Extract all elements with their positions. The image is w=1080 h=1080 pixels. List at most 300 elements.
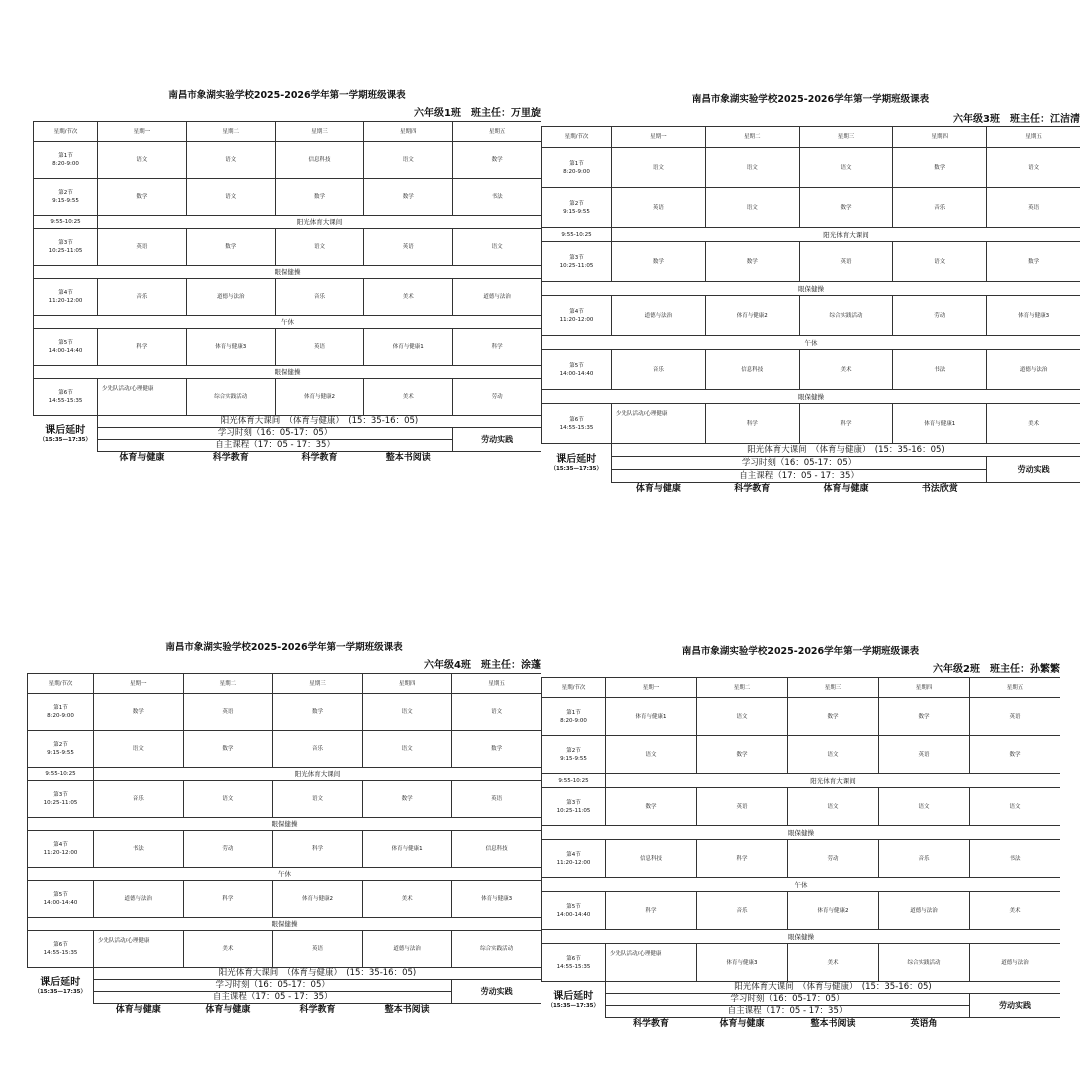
course-cell: 数学 [788, 698, 879, 736]
course-cell: 美术 [970, 892, 1061, 930]
noon-break-row [542, 878, 1061, 892]
course-cell: 语文 [705, 148, 799, 188]
course-cell: 数学 [893, 148, 987, 188]
course-cell: 体育与健康1 [606, 698, 697, 736]
day-header-row [34, 122, 542, 142]
course-cell: 数学 [970, 736, 1061, 774]
course-cell: 体育与健康3 [987, 296, 1080, 336]
course-cell: 少先队活动/心理健康 [612, 404, 706, 444]
course-cell: 体育与健康2 [273, 881, 363, 918]
period-label: 第6节 14:55-15:35 [542, 404, 612, 444]
course-cell: 语文 [452, 694, 541, 731]
club-item: 英语角 [910, 1018, 938, 1029]
period-label: 第3节 10:25-11:05 [542, 242, 612, 282]
club-item: 整本书阅读 [385, 452, 431, 463]
class-name: 六年级2班 [933, 664, 980, 675]
noon-break-label: 午休 [34, 316, 542, 329]
period-row [28, 781, 542, 818]
after-school-label: 课后延时 （15:35—17:35） [34, 416, 98, 452]
break-row [542, 774, 1061, 788]
course-cell: 道德与法治 [453, 279, 541, 316]
course-cell: 数学 [606, 788, 697, 826]
period-row [34, 329, 542, 366]
course-cell: 语文 [94, 731, 184, 768]
course-cell: 英语 [879, 736, 970, 774]
period-label: 第3节 10:25-11:05 [28, 781, 94, 818]
break-time: 9:55-10:25 [28, 768, 94, 781]
period-label: 第6节 14:55-15:35 [34, 379, 98, 416]
timetable [541, 126, 1080, 495]
course-cell: 书法 [94, 831, 184, 868]
sunshine-sports-band: 阳光体育大课间 （体育与健康） (15：35-16：05) [94, 968, 542, 980]
club-item: 体育与健康 [205, 1004, 251, 1015]
teacher-label: 班主任： [471, 108, 511, 119]
labor-practice-cell: 劳动实践 [970, 994, 1061, 1018]
class-schedule [541, 640, 1060, 1031]
period-label: 第5节 14:00-14:40 [28, 881, 94, 918]
course-cell: 综合实践活动 [452, 931, 541, 968]
day-header: 星期四 [879, 678, 970, 698]
class-header [414, 104, 541, 119]
course-cell: 音乐 [98, 279, 187, 316]
course-cell: 音乐 [273, 731, 363, 768]
course-cell: 语文 [453, 229, 541, 266]
course-cell: 劳动 [893, 296, 987, 336]
day-header-row [542, 127, 1080, 148]
course-cell: 语文 [705, 188, 799, 228]
period-label: 第4节 11:20-12:00 [542, 840, 606, 878]
break-time: 9:55-10:25 [542, 774, 606, 788]
break-row [28, 768, 542, 781]
course-cell: 数学 [453, 142, 541, 179]
eye-exercise-row [542, 930, 1061, 944]
course-cell: 信息科技 [452, 831, 541, 868]
after-school-row [542, 994, 1061, 1006]
noon-break-label: 午休 [28, 868, 542, 881]
eye-exercise-label: 眼保健操 [542, 282, 1080, 296]
sunshine-sports-band: 阳光体育大课间 （体育与健康） (15：35-16：05) [606, 982, 1061, 994]
eye-exercise-label: 眼保健操 [542, 390, 1080, 404]
course-cell: 道德与法治 [970, 944, 1061, 982]
break-label: 阳光体育大课间 [612, 228, 1080, 242]
schedule-title: 南昌市象湖实验学校2025-2026学年第一学期班级课表 [691, 94, 930, 105]
course-cell: 语文 [273, 781, 363, 818]
day-header: 星期四 [362, 674, 452, 694]
labor-practice-cell: 劳动实践 [987, 457, 1080, 483]
break-label: 阳光体育大课间 [98, 216, 542, 229]
course-cell: 英语 [452, 781, 541, 818]
day-header: 星期一 [98, 122, 187, 142]
club-row [34, 452, 542, 464]
course-cell: 音乐 [275, 279, 364, 316]
course-cell: 书法 [893, 350, 987, 390]
course-cell: 语文 [697, 698, 788, 736]
course-cell: 美术 [364, 379, 453, 416]
period-row [542, 698, 1061, 736]
schedule-title: 南昌市象湖实验学校2025-2026学年第一学期班级课表 [681, 646, 920, 657]
day-header-row [542, 678, 1061, 698]
course-cell: 英语 [970, 698, 1061, 736]
timetable [27, 673, 541, 1016]
course-cell: 综合实践活动 [186, 379, 275, 416]
club-item: 整本书阅读 [384, 1004, 430, 1015]
period-row [542, 148, 1080, 188]
course-cell: 劳动 [788, 840, 879, 878]
sunshine-sports-band: 阳光体育大课间 （体育与健康） (15：35-16：05) [612, 444, 1080, 457]
day-header: 星期五 [453, 122, 541, 142]
club-item: 科学教育 [632, 1018, 669, 1029]
course-cell: 体育与健康2 [705, 296, 799, 336]
period-label: 第5节 14:00-14:40 [34, 329, 98, 366]
eye-exercise-row [28, 818, 542, 831]
course-cell: 英语 [697, 788, 788, 826]
after-school-row [542, 457, 1080, 470]
course-cell: 美术 [362, 881, 452, 918]
eye-exercise-label: 眼保健操 [34, 366, 542, 379]
class-name: 六年级4班 [424, 660, 471, 671]
study-time-band: 学习时刻（16：05-17：05） [98, 428, 453, 440]
timetable [541, 677, 1060, 1030]
after-school-row [34, 428, 542, 440]
teacher-name: 江洁清 [1050, 114, 1080, 125]
course-cell: 科学 [183, 881, 273, 918]
course-cell: 语文 [799, 148, 893, 188]
club-spacer [987, 483, 1080, 495]
club-item: 整本书阅读 [810, 1018, 856, 1029]
club-item: 科学教育 [212, 452, 249, 463]
course-cell: 音乐 [94, 781, 184, 818]
corner-header: 星期/节次 [28, 674, 94, 694]
teacher-name: 孙繁繁 [1030, 664, 1060, 675]
club-row [542, 1018, 1061, 1030]
period-row [542, 736, 1061, 774]
period-label: 第6节 14:55-15:35 [28, 931, 94, 968]
period-row [34, 179, 542, 216]
club-item: 体育与健康 [719, 1018, 765, 1029]
course-cell: 语文 [362, 731, 452, 768]
period-row [28, 694, 542, 731]
study-time-band: 学习时刻（16：05-17：05） [612, 457, 987, 470]
period-row [542, 788, 1061, 826]
after-school-row [28, 980, 542, 992]
course-cell: 数学 [452, 731, 541, 768]
labor-practice-cell: 劳动实践 [452, 980, 541, 1004]
course-cell: 科学 [98, 329, 187, 366]
period-row [28, 831, 542, 868]
period-label: 第2节 9:15-9:55 [34, 179, 98, 216]
elective-band: 自主课程（17：05 - 17：35） [606, 1006, 970, 1018]
course-cell: 语文 [893, 242, 987, 282]
course-cell: 语文 [186, 179, 275, 216]
elective-band: 自主课程（17：05 - 17：35） [612, 470, 987, 483]
period-label: 第2节 9:15-9:55 [28, 731, 94, 768]
course-cell: 英语 [98, 229, 187, 266]
after-school-row [28, 968, 542, 980]
corner-header: 星期/节次 [542, 127, 612, 148]
teacher-name: 涂蓬 [521, 660, 541, 671]
period-label: 第2节 9:15-9:55 [542, 736, 606, 774]
eye-exercise-row [542, 826, 1061, 840]
course-cell: 英语 [275, 329, 364, 366]
day-header: 星期二 [186, 122, 275, 142]
club-item: 书法欣赏 [921, 483, 958, 494]
eye-exercise-label: 眼保健操 [542, 930, 1061, 944]
course-cell: 英语 [799, 242, 893, 282]
course-cell: 劳动 [183, 831, 273, 868]
teacher-name: 万里旋 [511, 108, 541, 119]
club-spacer [452, 1004, 541, 1016]
period-label: 第5节 14:00-14:40 [542, 892, 606, 930]
course-cell: 道德与法治 [612, 296, 706, 336]
eye-exercise-row [28, 918, 542, 931]
course-cell: 信息科技 [606, 840, 697, 878]
course-cell: 体育与健康1 [362, 831, 452, 868]
noon-break-row [28, 868, 542, 881]
corner-header: 星期/节次 [34, 122, 98, 142]
club-spacer [34, 452, 98, 464]
period-row [34, 229, 542, 266]
period-row [28, 931, 542, 968]
period-row [34, 142, 542, 179]
schedule-title: 南昌市象湖实验学校2025-2026学年第一学期班级课表 [168, 90, 406, 101]
course-cell: 少先队活动/心理健康 [98, 379, 187, 416]
eye-exercise-label: 眼保健操 [542, 826, 1061, 840]
course-cell: 英语 [612, 188, 706, 228]
club-spacer [453, 452, 541, 464]
course-cell: 语文 [612, 148, 706, 188]
period-row [542, 242, 1080, 282]
course-cell: 数学 [697, 736, 788, 774]
teacher-label: 班主任： [1010, 114, 1050, 125]
club-item: 科学教育 [299, 1004, 336, 1015]
period-label: 第6节 14:55-15:35 [542, 944, 606, 982]
course-cell: 语文 [987, 148, 1080, 188]
course-cell: 英语 [273, 931, 363, 968]
course-cell: 语文 [606, 736, 697, 774]
course-cell: 数学 [799, 188, 893, 228]
period-row [542, 840, 1061, 878]
course-cell: 体育与健康3 [697, 944, 788, 982]
course-cell: 音乐 [697, 892, 788, 930]
course-cell: 语文 [364, 142, 453, 179]
eye-exercise-row [34, 266, 542, 279]
day-header: 星期二 [697, 678, 788, 698]
course-cell: 数学 [275, 179, 364, 216]
course-cell: 体育与健康3 [186, 329, 275, 366]
class-schedule [27, 636, 541, 1017]
period-label: 第2节 9:15-9:55 [542, 188, 612, 228]
teacher-label: 班主任： [990, 664, 1030, 675]
day-header: 星期二 [183, 674, 273, 694]
course-cell: 数学 [186, 229, 275, 266]
eye-exercise-label: 眼保健操 [28, 918, 542, 931]
course-cell: 科学 [606, 892, 697, 930]
noon-break-row [34, 316, 542, 329]
course-cell: 语文 [879, 788, 970, 826]
course-cell: 语文 [98, 142, 187, 179]
club-item: 体育与健康 [119, 452, 165, 463]
course-cell: 数学 [183, 731, 273, 768]
corner-header: 星期/节次 [542, 678, 606, 698]
day-header: 星期五 [970, 678, 1061, 698]
course-cell: 科学 [705, 404, 799, 444]
period-label: 第1节 8:20-9:00 [28, 694, 94, 731]
sunshine-sports-band: 阳光体育大课间 （体育与健康） (15：35-16：05) [98, 416, 542, 428]
day-header: 星期三 [275, 122, 364, 142]
course-cell: 音乐 [879, 840, 970, 878]
club-item: 科学教育 [301, 452, 338, 463]
course-cell: 数学 [273, 694, 363, 731]
course-cell: 道德与法治 [879, 892, 970, 930]
course-cell: 音乐 [612, 350, 706, 390]
class-name: 六年级1班 [414, 108, 461, 119]
schedule-title: 南昌市象湖实验学校2025-2026学年第一学期班级课表 [165, 642, 403, 653]
course-cell: 数学 [612, 242, 706, 282]
club-item: 体育与健康 [823, 483, 869, 494]
course-cell: 道德与法治 [186, 279, 275, 316]
course-cell: 科学 [799, 404, 893, 444]
day-header: 星期五 [987, 127, 1080, 148]
noon-break-label: 午休 [542, 336, 1080, 350]
period-row [542, 892, 1061, 930]
course-cell: 数学 [98, 179, 187, 216]
course-cell: 道德与法治 [94, 881, 184, 918]
eye-exercise-label: 眼保健操 [34, 266, 542, 279]
elective-band: 自主课程（17：05 - 17：35） [94, 992, 452, 1004]
course-cell: 美术 [364, 279, 453, 316]
course-cell: 数学 [362, 781, 452, 818]
club-spacer [542, 483, 612, 495]
period-row [542, 944, 1061, 982]
break-time: 9:55-10:25 [34, 216, 98, 229]
course-cell: 美术 [788, 944, 879, 982]
break-row [542, 228, 1080, 242]
course-cell: 美术 [183, 931, 273, 968]
break-label: 阳光体育大课间 [94, 768, 542, 781]
day-header: 星期三 [273, 674, 363, 694]
course-cell: 信息科技 [705, 350, 799, 390]
class-name: 六年级3班 [953, 114, 1000, 125]
teacher-label: 班主任： [481, 660, 521, 671]
period-row [34, 379, 542, 416]
day-header: 星期二 [705, 127, 799, 148]
day-header: 星期三 [788, 678, 879, 698]
period-row [542, 404, 1080, 444]
course-cell: 英语 [987, 188, 1080, 228]
break-row [34, 216, 542, 229]
day-header: 星期三 [799, 127, 893, 148]
period-label: 第4节 11:20-12:00 [34, 279, 98, 316]
eye-exercise-label: 眼保健操 [28, 818, 542, 831]
after-school-row [542, 982, 1061, 994]
after-school-row [542, 444, 1080, 457]
day-header: 星期一 [606, 678, 697, 698]
course-cell: 体育与健康1 [893, 404, 987, 444]
course-cell: 信息科技 [275, 142, 364, 179]
day-header: 星期四 [893, 127, 987, 148]
course-cell: 道德与法治 [362, 931, 452, 968]
course-cell: 体育与健康2 [788, 892, 879, 930]
club-item: 体育与健康 [635, 483, 681, 494]
period-row [542, 350, 1080, 390]
period-label: 第3节 10:25-11:05 [34, 229, 98, 266]
break-time: 9:55-10:25 [542, 228, 612, 242]
club-row [542, 483, 1080, 495]
club-row [28, 1004, 542, 1016]
course-cell: 综合实践活动 [879, 944, 970, 982]
club-item: 体育与健康 [115, 1004, 161, 1015]
study-time-band: 学习时刻（16：05-17：05） [606, 994, 970, 1006]
eye-exercise-row [34, 366, 542, 379]
study-time-band: 学习时刻（16：05-17：05） [94, 980, 452, 992]
noon-break-label: 午休 [542, 878, 1061, 892]
course-cell: 英语 [364, 229, 453, 266]
after-school-label: 课后延时 （15:35—17:35） [28, 968, 94, 1004]
course-cell: 语文 [788, 736, 879, 774]
course-cell: 数学 [987, 242, 1080, 282]
course-cell: 书法 [970, 840, 1061, 878]
period-row [542, 296, 1080, 336]
course-cell: 道德与法治 [987, 350, 1080, 390]
period-label: 第4节 11:20-12:00 [542, 296, 612, 336]
eye-exercise-row [542, 390, 1080, 404]
club-spacer [28, 1004, 94, 1016]
day-header: 星期一 [612, 127, 706, 148]
course-cell: 音乐 [893, 188, 987, 228]
course-cell: 体育与健康3 [452, 881, 541, 918]
day-header: 星期四 [364, 122, 453, 142]
club-spacer [542, 1018, 606, 1030]
day-header: 星期五 [452, 674, 541, 694]
period-label: 第1节 8:20-9:00 [542, 148, 612, 188]
class-schedule [33, 84, 541, 465]
course-cell: 综合实践活动 [799, 296, 893, 336]
course-cell: 科学 [697, 840, 788, 878]
course-cell: 语文 [970, 788, 1061, 826]
course-cell: 劳动 [453, 379, 541, 416]
club-item: 科学教育 [734, 483, 771, 494]
class-header [953, 110, 1080, 125]
course-cell: 体育与健康2 [275, 379, 364, 416]
timetable [33, 121, 541, 464]
period-row [34, 279, 542, 316]
course-cell: 书法 [453, 179, 541, 216]
period-row [28, 881, 542, 918]
period-label: 第1节 8:20-9:00 [542, 698, 606, 736]
course-cell: 数学 [94, 694, 184, 731]
course-cell: 语文 [183, 781, 273, 818]
period-label: 第4节 11:20-12:00 [28, 831, 94, 868]
course-cell: 科学 [273, 831, 363, 868]
period-row [28, 731, 542, 768]
course-cell: 语文 [275, 229, 364, 266]
labor-practice-cell: 劳动实践 [453, 428, 541, 452]
elective-band: 自主课程（17：05 - 17：35） [98, 440, 453, 452]
course-cell: 语文 [362, 694, 452, 731]
course-cell: 美术 [987, 404, 1080, 444]
course-cell: 数学 [705, 242, 799, 282]
after-school-row [34, 416, 542, 428]
course-cell: 数学 [879, 698, 970, 736]
break-label: 阳光体育大课间 [606, 774, 1061, 788]
course-cell: 数学 [364, 179, 453, 216]
day-header: 星期一 [94, 674, 184, 694]
course-cell: 语文 [788, 788, 879, 826]
course-cell: 语文 [186, 142, 275, 179]
course-cell: 少先队活动/心理健康 [606, 944, 697, 982]
course-cell: 美术 [799, 350, 893, 390]
eye-exercise-row [542, 282, 1080, 296]
